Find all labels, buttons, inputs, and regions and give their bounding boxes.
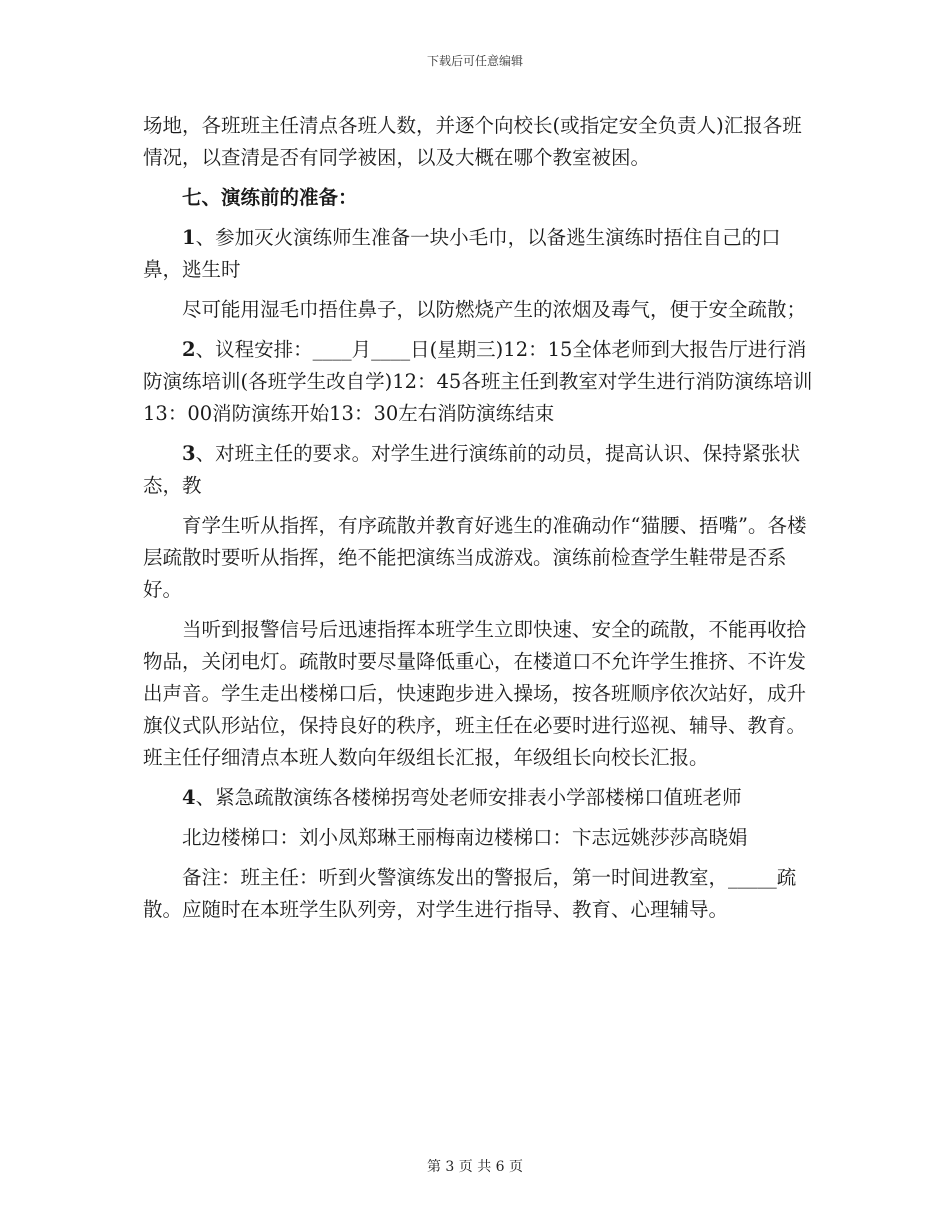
paragraph-item-4 [143, 782, 813, 814]
item-text: 、紧急疏散演练各楼梯拐弯处老师安排表小学部楼梯口值班老师 [195, 786, 742, 809]
page-header: 下载后可任意编辑 [426, 54, 523, 68]
paragraph-item-3-continued: 育学生听从指挥，有序疏散并教育好逃生的准确动作“猫腰、捂嘴”。各楼层疏散时要听从指挥，绝不能把演练当成游戏。演练前检查学生鞋带是否系好。 [143, 514, 807, 601]
item-number: 4 [182, 786, 196, 809]
paragraph-stair-teachers: 北边楼梯口：刘小凤郑琳王丽梅南边楼梯口：卞志远姚莎莎高晓娟 [182, 826, 748, 849]
paragraph-assembly-report: 场地，各班班主任清点各班人数，并逐个向校长(或指定安全负责人)汇报各班情况，以查清是否有同学被困，以及大概在哪个教室被困。 [143, 114, 802, 169]
paragraph-item-3 [143, 438, 813, 502]
item-text: 、议程安排：____月____日(星期三)12：15全体老师到大报告厅进行消防演练培训(各班学生改自学)12：45各班主任到教室对学生进行消防演练培训13：00消防演练开始13：30左右消防演练结束 [143, 338, 813, 425]
item-number: 2 [182, 338, 196, 361]
paragraph-item-1 [143, 222, 813, 286]
paragraph-item-2 [143, 334, 813, 430]
page-footer: 第 3 页 共 6 页 [426, 1159, 524, 1175]
item-number: 1 [182, 226, 196, 249]
section-heading-preparation: 七、演练前的准备： [182, 186, 358, 209]
paragraph-note: 备注：班主任：听到火警演练发出的警报后，第一时间进教室，_____疏散。应随时在本班学生队列旁，对学生进行指导、教育、心理辅导。 [143, 866, 797, 921]
paragraph-alarm-response: 当听到报警信号后迅速指挥本班学生立即快速、安全的疏散，不能再收拾物品，关闭电灯。疏散时要尽量降低重心，在楼道口不允许学生推挤、不许发出声音。学生走出楼梯口后，快速跑步进入操场，按各班顺序依次站好，成升旗仪式队形站位，保持良好的秩序，班主任在必要时进行巡视、辅导、教育。班主任仔细清点本班人数向年级组长汇报，年级组长向校长汇报。 [143, 618, 807, 769]
paragraph-item-1-continued: 尽可能用湿毛巾捂住鼻子，以防燃烧产生的浓烟及毒气，便于安全疏散； [182, 298, 807, 321]
document-body [143, 110, 813, 934]
item-number: 3 [182, 442, 196, 465]
item-text: 、对班主任的要求。对学生进行演练前的动员，提高认识、保持紧张状态，教 [143, 442, 801, 497]
item-text: 、参加灭火演练师生准备一块小毛巾，以备逃生演练时捂住自己的口鼻，逃生时 [143, 226, 781, 281]
